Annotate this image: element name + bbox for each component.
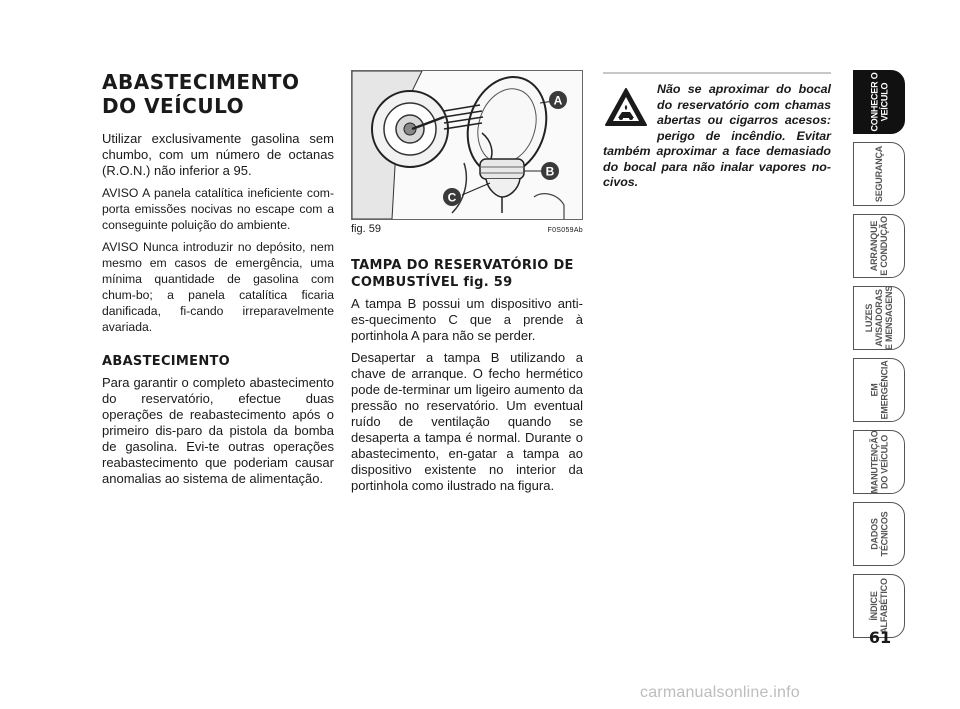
tab-label: DADOS TÉCNICOS xyxy=(869,511,889,557)
aviso-paragraph-1: AVISO A panela catalítica ineficiente com-porta emissões nocivas no escape com a conseguinte poluição do ambiente. xyxy=(102,186,334,232)
tab-label: MANUTENÇÃO DO VEÍCULO xyxy=(869,430,889,494)
abastecimento-subheading: ABASTECIMENTO xyxy=(102,354,231,369)
tab-arranque-e-conducao[interactable] xyxy=(853,214,905,278)
fuel-cap-paragraph-2: Desapertar a tampa B utilizando a chave de arranque. O fecho hermético pode de-terminar um ligeiro aumento da pressão no reservatório. Um eventual ruído de ventilação quando se desaperta a tampa é normal. Durante o abastecimento, en-gatar a tampa ao dispositivo existente no interior da portinhola como ilustrado na figura. xyxy=(351,350,583,493)
fire-warning-triangle-icon xyxy=(603,86,649,128)
intro-paragraph: Utilizar exclusivamente gasolina sem chumbo, com um número de octanas (R.O.N.) não inferior a 95. xyxy=(102,131,334,178)
right-column xyxy=(603,70,831,191)
watermark: carmanualsonline.info xyxy=(640,684,800,701)
tab-seguranca[interactable] xyxy=(853,142,905,206)
callout-a: A xyxy=(553,93,563,108)
fuel-cap-paragraph-1: A tampa B possui um dispositivo anti-es-quecimento C que a prende à portinhola A para não se perder. xyxy=(351,296,583,343)
tab-label: EM EMERGÊNCIA xyxy=(869,360,890,420)
middle-column xyxy=(351,70,583,500)
callout-c: C xyxy=(447,190,457,205)
warning-top-rule xyxy=(603,72,831,74)
left-column xyxy=(102,70,334,493)
warning-box xyxy=(603,82,831,191)
figure-code: F0S059Ab xyxy=(547,227,583,234)
tab-label: CONHECER O VEÍCULO xyxy=(869,72,890,132)
tab-label: ARRANQUE E CONDUÇÃO xyxy=(869,216,890,276)
title-line-1: ABASTECIMENTO xyxy=(102,70,300,94)
tab-manutencao-do-veiculo[interactable] xyxy=(853,430,905,494)
fuel-cap-illustration xyxy=(352,71,582,219)
page-title xyxy=(102,70,334,118)
page-number: 61 xyxy=(868,628,892,647)
fuel-cap-heading-line-1: TAMPA DO RESERVATÓRIO DE xyxy=(351,258,574,273)
tab-conhecer-o-veiculo[interactable] xyxy=(853,70,905,134)
tab-luzes-avisadoras[interactable] xyxy=(853,286,905,350)
callout-b: B xyxy=(545,164,555,179)
fuel-cap-figure xyxy=(351,70,583,220)
tab-label: LUZES AVISADORAS E MENSAGENS xyxy=(864,285,894,351)
figure-label: fig. 59 xyxy=(351,223,381,235)
tab-em-emergencia[interactable] xyxy=(853,358,905,422)
fuel-cap-heading xyxy=(351,257,583,291)
fuel-cap-heading-line-2: COMBUSTÍVEL fig. 59 xyxy=(351,275,513,290)
tab-dados-tecnicos[interactable] xyxy=(853,502,905,566)
warning-text: Não se aproximar do bocal do reservatório com chamas abertas ou cigarros acesos: perigo de incêndio. Evitar também aproximar a face demasiado do bocal para não inalar vapores no-civos. xyxy=(603,82,831,189)
tab-label: SEGURANÇA xyxy=(874,145,884,203)
tab-label: ÍNDICE ALFABÉTICO xyxy=(869,578,889,634)
title-line-2: DO VEÍCULO xyxy=(102,94,245,118)
abastecimento-body: Para garantir o completo abastecimento do reservatório, efectue duas operações de reabastecimento após o primeiro dis-paro da pistola da bomba de gasolina. Evi-te outras operações reabastecimento que poderiam causar anomalias ao sistema de alimentação. xyxy=(102,375,334,486)
figure-caption xyxy=(351,223,583,235)
aviso-paragraph-2: AVISO Nunca introduzir no depósito, nem mesmo em casos de emergência, uma mínima quantidade de gasolina com chum-bo; a panela catalítica ficaria danificada, fi-cando irreparavelmente avariada. xyxy=(102,240,334,334)
